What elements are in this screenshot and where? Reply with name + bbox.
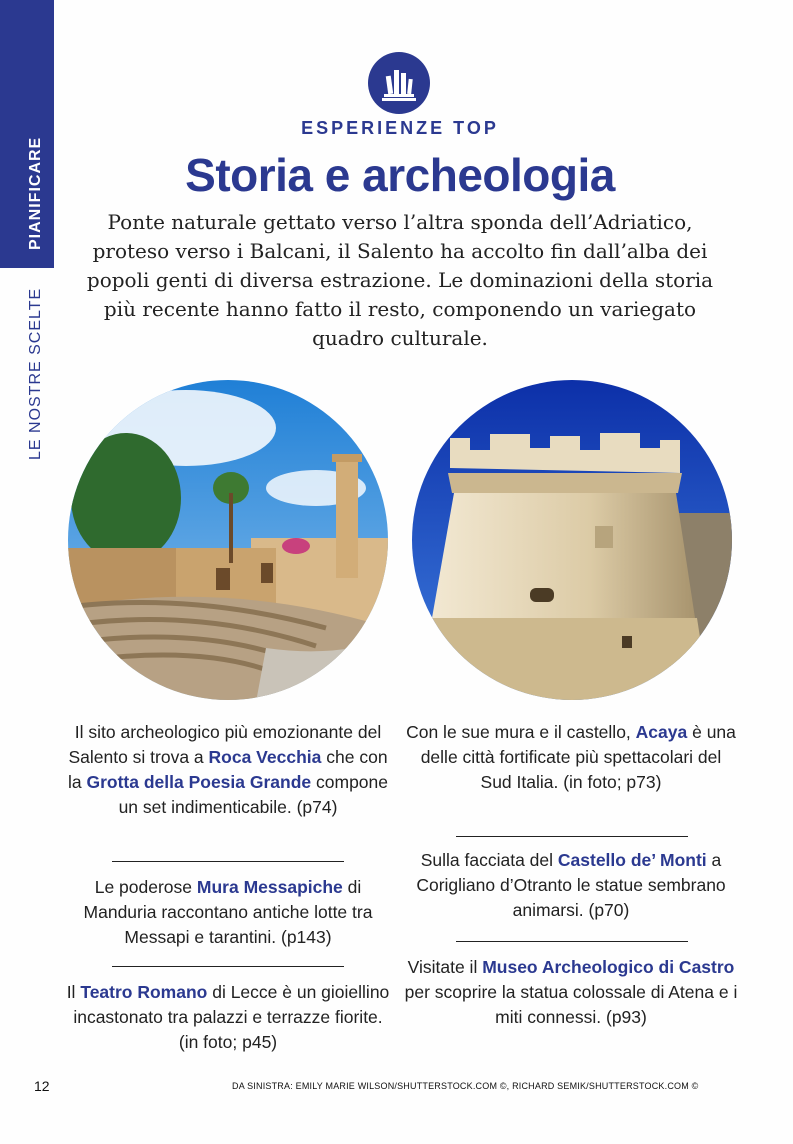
- item-mura-messapiche: Le poderose Mura Messapiche di Manduria raccontano antiche lotte tra Messapi e tarantini. (p143): [83, 877, 373, 947]
- page-number: 12: [34, 1078, 50, 1094]
- photo-credits: DA SINISTRA: EMILY MARIE WILSON/SHUTTERSTOCK.COM ©, RICHARD SEMIK/SHUTTERSTOCK.COM ©: [232, 1081, 699, 1091]
- intro-paragraph: Ponte naturale gettato verso l’altra sponda dell’Adriatico, proteso verso i Balcani, il Salento ha accolto fin dall’alba dei popoli genti di diversa estrazione. Le dominazioni della storia più recente hanno fatto il resto, componendo un variegato quadro culturale.: [86, 210, 714, 350]
- sidebar-tab-label: PIANIFICARE: [27, 136, 44, 250]
- item-teatro-romano: Il Teatro Romano di Lecce è un gioiellino incastonato tra palazzi e terrazze fiorite. (in foto; p45): [66, 982, 390, 1052]
- place-link-roca-vecchia: Roca Vecchia: [208, 747, 322, 767]
- item-castello-de-monti: Sulla facciata del Castello de’ Monti a Corigliano d’Otranto le statue sembrano animarsi. (p70): [416, 850, 726, 920]
- place-link-mura-messapiche: Mura Messapiche: [196, 877, 343, 897]
- ruins-columns-icon: [368, 52, 430, 114]
- place-link-grotta-poesia: Grotta della Poesia Grande: [86, 772, 312, 792]
- place-link-castello-de-monti: Castello de’ Monti: [557, 850, 707, 870]
- item-museo-castro: Visitate il Museo Archeologico di Castro per scoprire la statua colossale di Atena e i miti connessi. (p93): [404, 957, 738, 1027]
- sidebar-section-label: LE NOSTRE SCELTE: [27, 287, 44, 460]
- divider: [112, 861, 344, 862]
- item-acaya: Con le sue mura e il castello, Acaya è una delle città fortificate più spettacolari del Sud Italia. (in foto; p73): [406, 722, 736, 792]
- divider: [456, 836, 688, 837]
- eyebrow-label: ESPERIENZE TOP: [301, 118, 499, 138]
- castle-tower-photo: [410, 378, 734, 702]
- item-roca-vecchia: Il sito archeologico più emozionante del Salento si trova a Roca Vecchia che con la Grotta della Poesia Grande compone un set indimenticabile. (p74): [68, 722, 388, 817]
- divider: [456, 941, 688, 942]
- place-link-teatro-romano: Teatro Romano: [80, 982, 208, 1002]
- divider: [112, 966, 344, 967]
- roman-theatre-photo: [66, 378, 390, 702]
- place-link-museo-castro: Museo Archeologico di Castro: [482, 957, 735, 977]
- place-link-acaya: Acaya: [635, 722, 688, 742]
- page-title: Storia e archeologia: [185, 149, 615, 201]
